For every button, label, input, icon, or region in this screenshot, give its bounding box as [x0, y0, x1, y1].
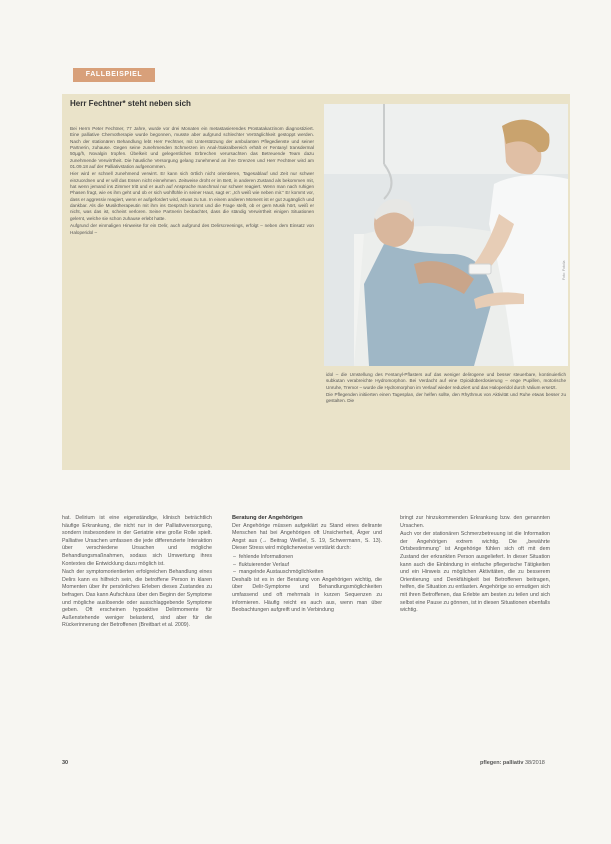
case-paragraph: Die Pflegenden initiierten einen Tagesplan, der helfen sollte, den Rhythmus von Aktivität und Ruhe etwas besser zu gestalten. Die — [326, 391, 566, 404]
case-paragraph: Bei Herrn Peter Fechtner, 77 Jahre, wurde vor drei Monaten ein metastasierendes Prostatakarzinom diagnostiziert. Eine palliative Chemotherapie wurde begonnen, musste aber aufgrund schlechter Verträglichkeit gestoppt werden. Nach der stationären Behandlung lebt Herr Fechtner, mit Unterstützung der ambulanten Pflegedienste und seiner Partnerin, zuhause. Gegen seine zunehmenden Schmerzen im Anal-/Sakralbereich erhält er Fentanyl transdermal 50µg/h, Novalgin tropfen. Übelkeit und gelegentliches Erbrechen verursachten das Betreuende Team dazu zunehmende Verwirrtheit. Die häusliche Versorgung gelang zunehmend an ihre Grenzen und Herr Fechtner wird am 01.09.18 auf der Palliativstation aufgenommen. — [70, 126, 314, 170]
case-study-text-continued — [326, 372, 566, 434]
article-paragraph: hat. Delirium ist eine eigenständige, klinisch beträchtlich häufige Erkrankung, die nicht nur in der Palliativversorgung, sondern insbesondere in der Geriatrie eine große Rolle spielt. Palliative Ursachen umfassen die jede differenzierte Interaktion über verschiedene Ursachen und mögliche Behandlungsmaßnahmen, sodass sich Umwertung ihres Kontextes die Entwicklung dazu möglich ist. — [62, 515, 212, 567]
journal-footer — [480, 760, 545, 766]
article-column-1 — [62, 515, 212, 755]
list-item: – fehlende Informationen — [240, 554, 382, 562]
article-paragraph: Nach der symptomorientierten erfolgreichen Behandlung eines Delirs kann es hilfreich sein, die betroffene Person in klaren Momenten über ihr persönliches Erleben dieses Zustandes zu befragen. Das kann Aufschluss über den Beginn der Symptome und mögliche auslösende oder ausschlaggebende Symptome geben. Oft erscheinen hypoaktive Delirmomente für Außenstehende weniger belastend, sind aber für die Rückerinnerung der Betroffenen (Breitbart et al. 2009). — [62, 569, 212, 629]
article-column-3 — [400, 515, 550, 755]
patient-nurse-photo — [324, 104, 568, 366]
article-paragraph: Der Angehörige müssen aufgeklärt zu Stand eines delirante Menschen hat bei Angehörigen oft Unsicherheit, Ärger und Angst aus (→ Beitrag Weißel, S. 19, Schwermann, S. 13). Dieser Stress wird möglicherweise verstärkt durch: — [232, 522, 382, 552]
photo-credit: Foto: Fotolia — [562, 260, 566, 280]
article-paragraph: Auch vor der stationären Schmerzbetreuung ist die Information der Angehörigen extrem wichtig. Die „bewährte Ortsbestimmung“ ist Angehörige fühlen sich oft mit dem Zustand der erkrankten Person ausgeliefert. In dieser Situation kann auch die Einbindung in einfache pflegerische Tätigkeiten und ein Hinweis zu möglichen Aktivitäten, die zu besserem Orientierung und Denkfähigkeit bei Betroffenen beitragen, helfen, die Situation zu entlasten. Angehörige so ermutigen sich mit ihren Betroffenen, das Erlebte am besten zu teilen und sich selbst eine Pause zu gönnen, ist in diesen Situationen ebenfalls wichtig. — [400, 531, 550, 614]
case-paragraph: Hier wird er schnell zunehmend verwirrt. Er kann sich örtlich nicht orientieren, Tagesablauf und Zeit nur schwer einzuordnen und er will das Essen nicht einnehmen. Zeitweise droht er im Bett, in anderen Zustand als bekommen mit, hat wenn jemand ins Zimmer tritt und er auch auf Ansprache manchmal nur schwer reagiert. Wenn man nach ruhigen Phasen fragt, wie es ihm geht und ob er sich wohlfühle in seiner Haut, sagt er: „Ich weiß wie neben mir.“ Er kommt vor, dass er aggressiv reagiert, wenn er aufgefordert wird, etwas zu tun. In einem anderen Moment ist er gut zugänglich und dankbar. Als die Musiktherapeutin mit ihm ins Gespräch kommt und die Frage stellt, ob er gern Musik hört, weiß er nicht, was das ist, scheint verloren. Seine Partnerin beobachtet, dass die ständig Verwirrtheit einigen Situationen gelernt, welche sie schon zuhause erlebt hatte. — [70, 171, 314, 221]
article-paragraph: Deshalb ist es in der Beratung von Angehörigen wichtig, die über Delir-Symptome und Behandlungsmöglichkeiten umfassend und oft mehrmals in kurzen Sequenzen zu informieren. Häufig reicht es auch aus, wenn man über Beobachtungen aufgreift und in Verbindung — [232, 576, 382, 614]
article-column-2 — [232, 515, 382, 755]
case-paragraph: Aufgrund der einmaligen Hinweise für ein Delir, auch aufgrund des Delirscreenings, erfolgt – neben dem Einsatz von Haloperidol – — [70, 223, 314, 235]
page-number: 30 — [62, 760, 69, 766]
case-paragraph: idol – die Umstellung des Fentanyl-Pflasters auf das weniger delirogene und besser steuerbare, kontinuierlich subkutan verabreichte Hydromorphon. Bei Verdacht auf eine Opioidüberdosierung – enge Pupillen, motorische Unruhe, Tremor – wurde die Hydromorphon im Verlauf wieder reduziert und das Haloperidol durch Valium ersetzt. — [326, 372, 566, 390]
case-study-title: Herr Fechtner* steht neben sich — [70, 99, 191, 108]
section-heading: Beratung der Angehörigen — [232, 515, 303, 521]
case-study-tag: FALLBEISPIEL — [73, 68, 155, 82]
case-study-text — [70, 126, 314, 438]
bullet-list — [232, 554, 382, 577]
article-paragraph: bringt zur hinzukommenden Erkrankung bzw. den genannten Ursachen. — [400, 515, 550, 529]
list-item: – mangelnde Austauschmöglichkeiten — [240, 569, 382, 577]
list-item: – fluktuierender Verlauf — [240, 562, 382, 570]
journal-name: pflegen: palliativ — [480, 760, 524, 766]
issue-number: 38/2018 — [524, 760, 545, 766]
